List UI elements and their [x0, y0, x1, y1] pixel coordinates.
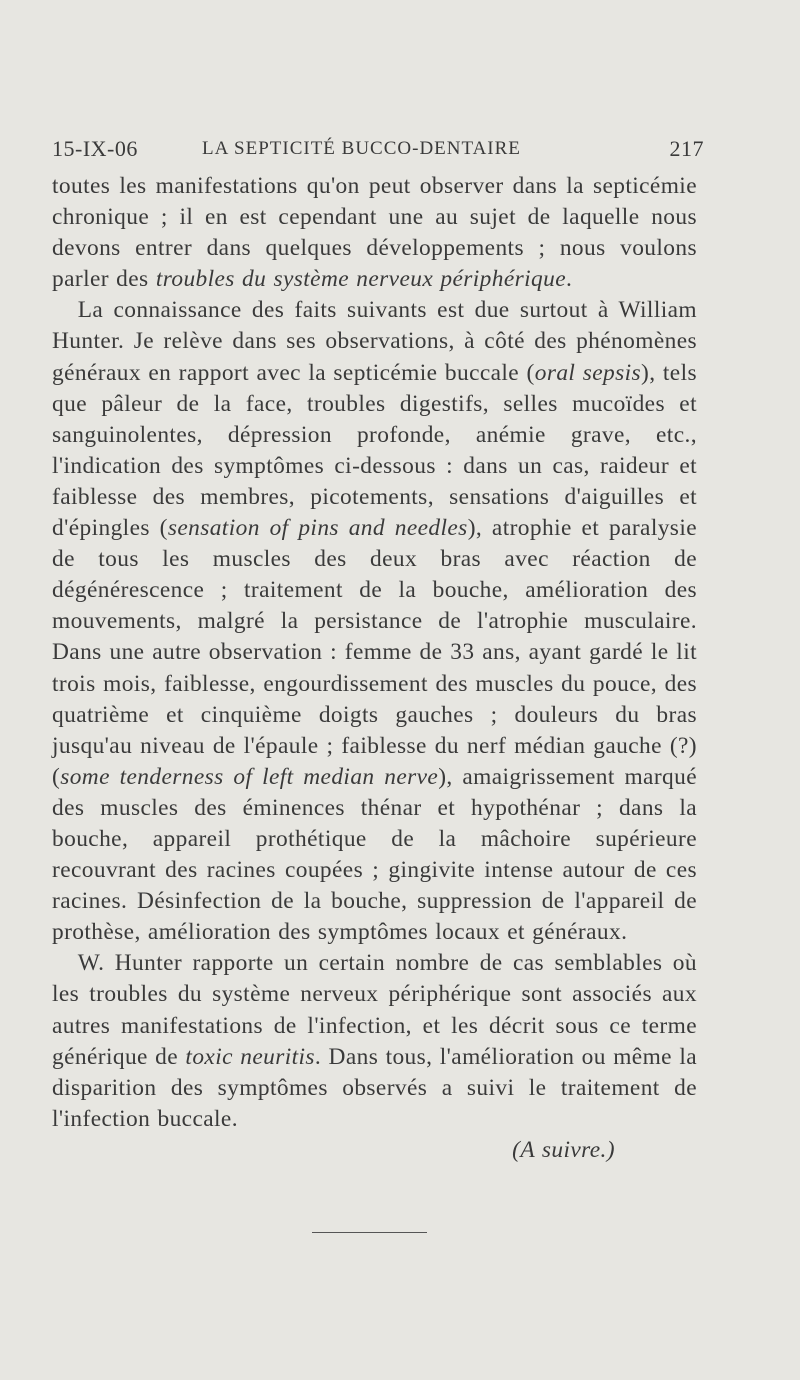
text-run: ), amaigrissement marqué des muscles des éminences thénar et hypothénar ; dans la bouche, appareil prothétique de la mâchoire supérieure recouvrant des racines coupées ; gingivite intense autour de ces racines. Désinfection de la bouche, suppression de l'appareil de prothèse, amélioration des symptômes locaux et généraux. — [52, 763, 697, 946]
text-run: toutes les manifestations qu'on peut observer dans la septicémie chronique ; il en est cependant une au sujet de laquelle nous devons entrer dans quelques développements ; nous voulons parler des — [52, 173, 697, 293]
text-run: La connaissance des faits suivants est due surtout à William Hunter. Je relève dans ses observations, à côté des phénomènes généraux en rapport avec la septicémie buccale ( — [52, 297, 697, 386]
italic-phrase: some tenderness of left median nerve — [60, 763, 439, 790]
paragraph — [52, 171, 697, 295]
italic-phrase: sensation of pins and needles — [167, 515, 468, 542]
running-title: LA SEPTICITÉ BUCCO-DENTAIRE — [202, 138, 521, 159]
text-run: . — [565, 266, 573, 293]
body-text — [52, 171, 697, 1166]
end-rule — [312, 1232, 427, 1233]
to-be-continued: (A suivre.) — [512, 1136, 615, 1163]
italic-phrase: troubles du système nerveux périphérique — [155, 266, 566, 293]
issue-date: 15-IX-06 — [52, 136, 138, 161]
text-run: . Dans tous, l'amélioration ou même la disparition des symptômes observés a suivi le traitement de l'infection buccale. — [52, 1043, 697, 1132]
paragraph — [52, 295, 697, 948]
text-run: ), atrophie et paralysie de tous les muscles des deux bras avec réaction de dégénérescence ; traitement de la bouche, amélioration des mouvements, malgré la persistance de l'atrophie musculaire. Dans une autre observation : femme de 33 ans, ayant gardé le lit trois mois, faiblesse, engourdissement des muscles du pouce, des quatrième et cinquième doigts gauches ; douleurs du bras jusqu'au niveau de l'épaule ; faiblesse du nerf médian gauche (?) ( — [52, 515, 697, 790]
italic-phrase: toxic neuritis — [185, 1043, 315, 1070]
text-run: W. Hunter rapporte un certain nombre de cas semblables où les troubles du système nerveux périphérique sont associés aux autres manifestations de l'infection, et les décrit sous ce terme générique de — [52, 950, 697, 1070]
text-run: ), tels que pâleur de la face, troubles digestifs, selles mucoïdes et sanguinolentes, dépression profonde, anémie grave, etc., l'indication des symptômes ci-dessous : dans un cas, raideur et faiblesse des membres, picotements, sensations d'aiguilles et d'épingles ( — [52, 359, 697, 542]
page-number: 217 — [669, 136, 704, 161]
page-header — [52, 136, 704, 166]
italic-phrase: oral sepsis — [534, 359, 642, 386]
paragraph — [52, 948, 697, 1135]
